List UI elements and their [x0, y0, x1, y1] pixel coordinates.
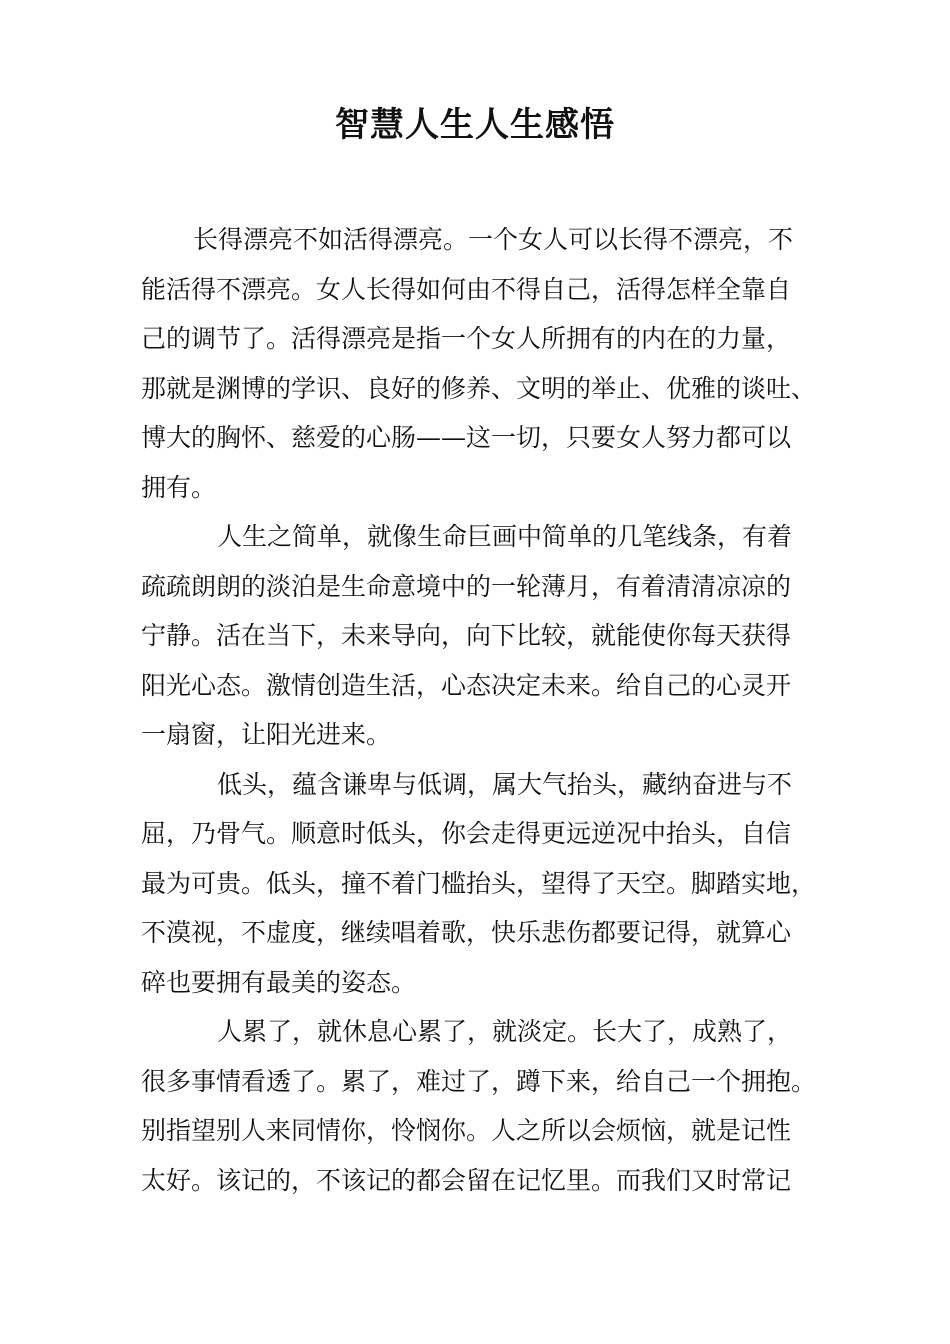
paragraph-line: 不漠视，不虚度，继续唱着歌，快乐悲伤都要记得，就算心: [141, 918, 792, 947]
paragraph-line: 很多事情看透了。累了，难过了，蹲下来，给自己一个拥抱。: [141, 1066, 817, 1096]
paragraph-line: 能活得不漂亮。女人长得如何由不得自己，活得怎样全靠自: [141, 274, 792, 304]
paragraph-line: 拥有。: [141, 472, 217, 502]
paragraph-line: 碎也要拥有最美的姿态。: [141, 967, 417, 997]
paragraph-line: 疏疏朗朗的淡泊是生命意境中的一轮薄月，有着清清凉凉的: [141, 571, 792, 601]
paragraph-line: 己的调节了。活得漂亮是指一个女人所拥有的内在的力量，: [141, 324, 792, 353]
paragraph-line: 太好。该记的，不该记的都会留在记忆里。而我们又时常记: [141, 1165, 792, 1195]
paragraph-line: 人生之简单，就像生命巨画中简单的几笔线条，有着: [217, 522, 793, 551]
paragraph-line: 一扇窗，让阳光进来。: [141, 720, 392, 749]
paragraph-line: 宁静。活在当下，未来导向，向下比较，就能使你每天获得: [141, 621, 792, 650]
paragraph-line: 博大的胸怀、慈爱的心肠——这一切，只要女人努力都可以: [141, 423, 792, 452]
paragraph-line: 阳光心态。激情创造生活，心态决定未来。给自己的心灵开: [141, 670, 792, 700]
paragraph-line: 人累了，就休息心累了，就淡定。长大了，成熟了，: [217, 1017, 793, 1046]
paragraph-line: 低头，蕴含谦卑与低调，属大气抬头，藏纳奋进与不: [217, 769, 793, 799]
document-body: [141, 215, 831, 1205]
paragraph-line: 别指望别人来同情你，怜悯你。人之所以会烦恼，就是记性: [141, 1116, 792, 1145]
document-title: 智慧人生人生感悟: [335, 105, 615, 145]
paragraph-line: 长得漂亮不如活得漂亮。一个女人可以长得不漂亮，不: [193, 225, 794, 254]
paragraph-line: 屈，乃骨气。顺意时低头，你会走得更远逆况中抬头，自信: [141, 819, 792, 848]
paragraph-line: 那就是渊博的学识、良好的修养、文明的举止、优雅的谈吐、: [141, 373, 817, 403]
paragraph-line: 最为可贵。低头，撞不着门槛抬头，望得了天空。脚踏实地，: [141, 868, 817, 898]
